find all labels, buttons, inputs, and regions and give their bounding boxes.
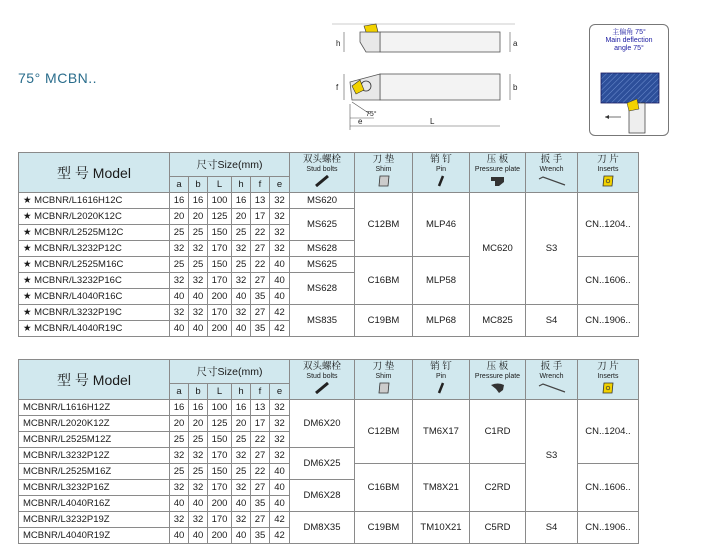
pin-header — [413, 360, 470, 400]
value-cell: 20 — [232, 416, 251, 432]
value-cell: 32 — [189, 241, 208, 257]
wrench-header-en: Wrench — [539, 373, 564, 380]
stud-header-cn: 双头螺栓 — [302, 361, 341, 372]
table-row — [19, 400, 639, 416]
model-header: 型 号 Model — [19, 153, 170, 193]
model-cell: ★ MCBNR/L2020K12C — [19, 209, 170, 225]
value-cell: 32 — [170, 480, 189, 496]
stud-header-en: Stud bolts — [306, 373, 338, 380]
value-cell: 42 — [270, 305, 290, 321]
model-cell: ★ MCBNR/L4040R16C — [19, 289, 170, 305]
value-cell: 25 — [189, 464, 208, 480]
value-cell: 40 — [232, 289, 251, 305]
dim-f-label: f — [336, 83, 339, 92]
value-cell: 32 — [170, 448, 189, 464]
insert-header — [578, 360, 639, 400]
model-header: 型 号 Model — [19, 360, 170, 400]
plate-cell: C5RD — [470, 512, 526, 544]
value-cell: 32 — [170, 512, 189, 528]
plate-cell: C1RD — [470, 400, 526, 464]
value-cell: 35 — [251, 321, 270, 337]
pin-header-en: Pin — [435, 373, 447, 380]
value-cell: 13 — [251, 193, 270, 209]
wrench-cell: S4 — [526, 512, 578, 544]
shim-header-en: Shim — [375, 166, 392, 173]
value-cell: 40 — [270, 480, 290, 496]
pin-icon — [434, 175, 448, 187]
value-cell: 17 — [251, 209, 270, 225]
value-cell: 150 — [208, 432, 232, 448]
insert-icon — [601, 175, 615, 187]
tool-holder-drawing — [330, 18, 530, 136]
dim-a-label: a — [513, 39, 518, 48]
value-cell: 22 — [251, 464, 270, 480]
dim-b-header: b — [189, 384, 208, 400]
stud-header-cn: 双头螺栓 — [302, 154, 341, 165]
value-cell: 32 — [232, 512, 251, 528]
dim-l-header: L — [208, 177, 232, 193]
shim-cell: C16BM — [355, 464, 413, 512]
wrench-header-cn: 扳 手 — [540, 154, 563, 165]
pin-cell: MLP58 — [413, 257, 470, 305]
value-cell: 42 — [270, 321, 290, 337]
shim-cell: C12BM — [355, 193, 413, 257]
plate-header-cn: 压 板 — [486, 361, 509, 372]
value-cell: 20 — [189, 209, 208, 225]
value-cell: 17 — [251, 416, 270, 432]
value-cell: 27 — [251, 480, 270, 496]
value-cell: 22 — [251, 225, 270, 241]
dim-h-label: h — [336, 39, 341, 48]
wrench-header — [526, 153, 578, 193]
value-cell: 20 — [232, 209, 251, 225]
wrench-header-en: Wrench — [539, 166, 564, 173]
value-cell: 32 — [232, 273, 251, 289]
shim-icon — [377, 175, 391, 187]
shim-header-cn: 刀 垫 — [372, 361, 395, 372]
stud-cell: MS625 — [290, 257, 355, 273]
angle-label: 75° — [366, 111, 377, 118]
value-cell: 25 — [170, 225, 189, 241]
table-row — [19, 305, 639, 321]
value-cell: 150 — [208, 257, 232, 273]
plate-header — [470, 360, 526, 400]
value-cell: 32 — [270, 241, 290, 257]
value-cell: 25 — [170, 432, 189, 448]
dim-h-header: h — [232, 177, 251, 193]
page-title: 75° MCBN.. — [18, 70, 98, 86]
wrench-icon — [537, 175, 567, 187]
value-cell: 27 — [251, 273, 270, 289]
value-cell: 150 — [208, 464, 232, 480]
insert-header-en: Inserts — [597, 166, 619, 173]
pressure-plate-icon — [489, 175, 507, 187]
dim-l-header: L — [208, 384, 232, 400]
value-cell: 170 — [208, 448, 232, 464]
side-view — [336, 74, 518, 130]
screw-icon — [434, 382, 448, 394]
pin-cell: TM10X21 — [413, 512, 470, 544]
value-cell: 27 — [251, 512, 270, 528]
value-cell: 16 — [232, 400, 251, 416]
stud-cell: MS625 — [290, 209, 355, 241]
dim-f-header: f — [251, 384, 270, 400]
inset-line-cn: 主偏角 75° — [612, 29, 646, 36]
deflection-angle-inset — [589, 24, 669, 136]
value-cell: 40 — [189, 528, 208, 544]
pin-header — [413, 153, 470, 193]
table-row — [19, 193, 639, 209]
value-cell: 16 — [170, 400, 189, 416]
value-cell: 32 — [232, 241, 251, 257]
value-cell: 35 — [251, 528, 270, 544]
value-cell: 200 — [208, 289, 232, 305]
shim-cell: C19BM — [355, 512, 413, 544]
stud-header — [290, 153, 355, 193]
dim-e-header: e — [270, 384, 290, 400]
value-cell: 32 — [189, 512, 208, 528]
insert-header-cn: 刀 片 — [597, 361, 619, 372]
value-cell: 16 — [170, 193, 189, 209]
value-cell: 22 — [251, 432, 270, 448]
plate-cell: C2RD — [470, 464, 526, 512]
value-cell: 20 — [170, 209, 189, 225]
dim-b-label: b — [513, 83, 518, 92]
value-cell: 40 — [232, 321, 251, 337]
value-cell: 40 — [189, 321, 208, 337]
value-cell: 16 — [189, 193, 208, 209]
value-cell: 32 — [232, 480, 251, 496]
value-cell: 22 — [251, 257, 270, 273]
shim-icon — [377, 382, 391, 394]
value-cell: 25 — [232, 225, 251, 241]
dim-l-label: L — [430, 117, 435, 126]
value-cell: 25 — [189, 225, 208, 241]
value-cell: 200 — [208, 528, 232, 544]
value-cell: 40 — [270, 464, 290, 480]
value-cell: 32 — [189, 273, 208, 289]
dim-b-header: b — [189, 177, 208, 193]
value-cell: 40 — [270, 496, 290, 512]
value-cell: 200 — [208, 496, 232, 512]
insert-cell: CN..1606.. — [578, 464, 639, 512]
value-cell: 35 — [251, 496, 270, 512]
insert-header-cn: 刀 片 — [597, 154, 619, 165]
value-cell: 100 — [208, 193, 232, 209]
value-cell: 13 — [251, 400, 270, 416]
value-cell: 32 — [189, 305, 208, 321]
insert-icon — [601, 382, 615, 394]
plate-cell: MC825 — [470, 305, 526, 337]
value-cell: 170 — [208, 273, 232, 289]
value-cell: 200 — [208, 321, 232, 337]
model-cell: MCBNR/L3232P12Z — [19, 448, 170, 464]
wrench-cell: S3 — [526, 193, 578, 305]
pin-cell: MLP46 — [413, 193, 470, 257]
model-cell: ★ MCBNR/L2525M12C — [19, 225, 170, 241]
wrench-cell: S3 — [526, 400, 578, 512]
stud-bolt-icon — [312, 382, 332, 394]
wrench-icon — [537, 382, 567, 394]
wrench-header-cn: 扳 手 — [540, 361, 563, 372]
value-cell: 32 — [270, 209, 290, 225]
shim-header — [355, 153, 413, 193]
value-cell: 27 — [251, 305, 270, 321]
insert-cell: CN..1906.. — [578, 305, 639, 337]
model-cell: MCBNR/L4040R16Z — [19, 496, 170, 512]
value-cell: 40 — [170, 496, 189, 512]
table-row — [19, 512, 639, 528]
insert-header — [578, 153, 639, 193]
value-cell: 170 — [208, 480, 232, 496]
model-cell: MCBNR/L3232P19Z — [19, 512, 170, 528]
value-cell: 25 — [232, 432, 251, 448]
stud-cell: DM6X20 — [290, 400, 355, 448]
dim-h-header: h — [232, 384, 251, 400]
pin-cell: TM6X17 — [413, 400, 470, 464]
value-cell: 40 — [232, 528, 251, 544]
value-cell: 32 — [189, 480, 208, 496]
value-cell: 170 — [208, 512, 232, 528]
pin-header-cn: 销 钉 — [430, 361, 452, 372]
model-cell: MCBNR/L4040R19Z — [19, 528, 170, 544]
value-cell: 40 — [189, 289, 208, 305]
shim-cell: C12BM — [355, 400, 413, 464]
shim-header-en: Shim — [375, 373, 392, 380]
value-cell: 25 — [232, 257, 251, 273]
dim-a-header: a — [170, 384, 189, 400]
dim-a-header: a — [170, 177, 189, 193]
pin-header-cn: 销 钉 — [430, 154, 452, 165]
top-view — [332, 24, 518, 52]
dim-f-header: f — [251, 177, 270, 193]
model-cell: MCBNR/L2525M12Z — [19, 432, 170, 448]
inset-line-en-2: angle 75° — [614, 45, 644, 52]
value-cell: 25 — [170, 257, 189, 273]
value-cell: 32 — [232, 448, 251, 464]
stud-header-en: Stud bolts — [306, 166, 338, 173]
value-cell: 40 — [270, 273, 290, 289]
value-cell: 40 — [270, 289, 290, 305]
model-cell: MCBNR/L2525M16Z — [19, 464, 170, 480]
value-cell: 32 — [189, 448, 208, 464]
stud-cell: MS835 — [290, 305, 355, 337]
pin-cell: MLP68 — [413, 305, 470, 337]
model-cell: MCBNR/L3232P16Z — [19, 480, 170, 496]
spec-table-c — [18, 152, 639, 337]
plate-cell: MC620 — [470, 193, 526, 305]
value-cell: 32 — [270, 193, 290, 209]
value-cell: 32 — [170, 305, 189, 321]
value-cell: 16 — [232, 193, 251, 209]
stud-cell: DM6X28 — [290, 480, 355, 512]
value-cell: 40 — [170, 321, 189, 337]
stud-bolt-icon — [312, 175, 332, 187]
pin-header-en: Pin — [435, 166, 447, 173]
plate-header-en: Pressure plate — [474, 166, 521, 173]
model-cell: MCBNR/L2020K12Z — [19, 416, 170, 432]
value-cell: 42 — [270, 512, 290, 528]
inset-diagram — [591, 55, 669, 135]
insert-cell: CN..1606.. — [578, 257, 639, 305]
size-header: 尺寸Size(mm) — [170, 360, 290, 384]
plate-header-en: Pressure plate — [474, 373, 521, 380]
insert-header-en: Inserts — [597, 373, 619, 380]
spec-table-z — [18, 359, 639, 544]
model-cell: ★ MCBNR/L1616H12C — [19, 193, 170, 209]
value-cell: 25 — [189, 432, 208, 448]
value-cell: 40 — [170, 528, 189, 544]
wrench-cell: S4 — [526, 305, 578, 337]
dim-e-label: e — [358, 117, 363, 126]
value-cell: 25 — [189, 257, 208, 273]
value-cell: 40 — [170, 289, 189, 305]
value-cell: 25 — [232, 464, 251, 480]
value-cell: 42 — [270, 528, 290, 544]
value-cell: 32 — [170, 273, 189, 289]
stud-cell: MS628 — [290, 241, 355, 257]
value-cell: 20 — [189, 416, 208, 432]
model-cell: ★ MCBNR/L4040R19C — [19, 321, 170, 337]
plate-header — [470, 153, 526, 193]
stud-header — [290, 360, 355, 400]
value-cell: 16 — [189, 400, 208, 416]
value-cell: 35 — [251, 289, 270, 305]
stud-cell: MS628 — [290, 273, 355, 305]
shim-cell: C16BM — [355, 257, 413, 305]
model-cell: ★ MCBNR/L3232P16C — [19, 273, 170, 289]
model-cell: ★ MCBNR/L3232P12C — [19, 241, 170, 257]
value-cell: 32 — [270, 400, 290, 416]
value-cell: 170 — [208, 241, 232, 257]
value-cell: 40 — [270, 257, 290, 273]
insert-cell: CN..1906.. — [578, 512, 639, 544]
insert-cell: CN..1204.. — [578, 193, 639, 257]
wrench-header — [526, 360, 578, 400]
value-cell: 150 — [208, 225, 232, 241]
shim-cell: C19BM — [355, 305, 413, 337]
value-cell: 32 — [232, 305, 251, 321]
value-cell: 100 — [208, 400, 232, 416]
value-cell: 32 — [270, 225, 290, 241]
value-cell: 27 — [251, 241, 270, 257]
inset-line-en-1: Main deflection — [605, 37, 653, 44]
insert-cell: CN..1204.. — [578, 400, 639, 464]
model-cell: MCBNR/L1616H12Z — [19, 400, 170, 416]
value-cell: 32 — [170, 241, 189, 257]
value-cell: 27 — [251, 448, 270, 464]
size-header: 尺寸Size(mm) — [170, 153, 290, 177]
value-cell: 32 — [270, 416, 290, 432]
value-cell: 25 — [170, 464, 189, 480]
shim-header — [355, 360, 413, 400]
stud-cell: DM8X35 — [290, 512, 355, 544]
inset-caption — [590, 29, 668, 53]
value-cell: 170 — [208, 305, 232, 321]
pin-cell: TM8X21 — [413, 464, 470, 512]
value-cell: 125 — [208, 416, 232, 432]
value-cell: 20 — [170, 416, 189, 432]
dim-e-header: e — [270, 177, 290, 193]
clamp-icon — [489, 382, 507, 394]
value-cell: 40 — [232, 496, 251, 512]
stud-cell: DM6X25 — [290, 448, 355, 480]
value-cell: 40 — [189, 496, 208, 512]
value-cell: 32 — [270, 448, 290, 464]
value-cell: 32 — [270, 432, 290, 448]
plate-header-cn: 压 板 — [486, 154, 509, 165]
stud-cell: MS620 — [290, 193, 355, 209]
value-cell: 125 — [208, 209, 232, 225]
shim-header-cn: 刀 垫 — [372, 154, 395, 165]
model-cell: ★ MCBNR/L2525M16C — [19, 257, 170, 273]
model-cell: ★ MCBNR/L3232P19C — [19, 305, 170, 321]
